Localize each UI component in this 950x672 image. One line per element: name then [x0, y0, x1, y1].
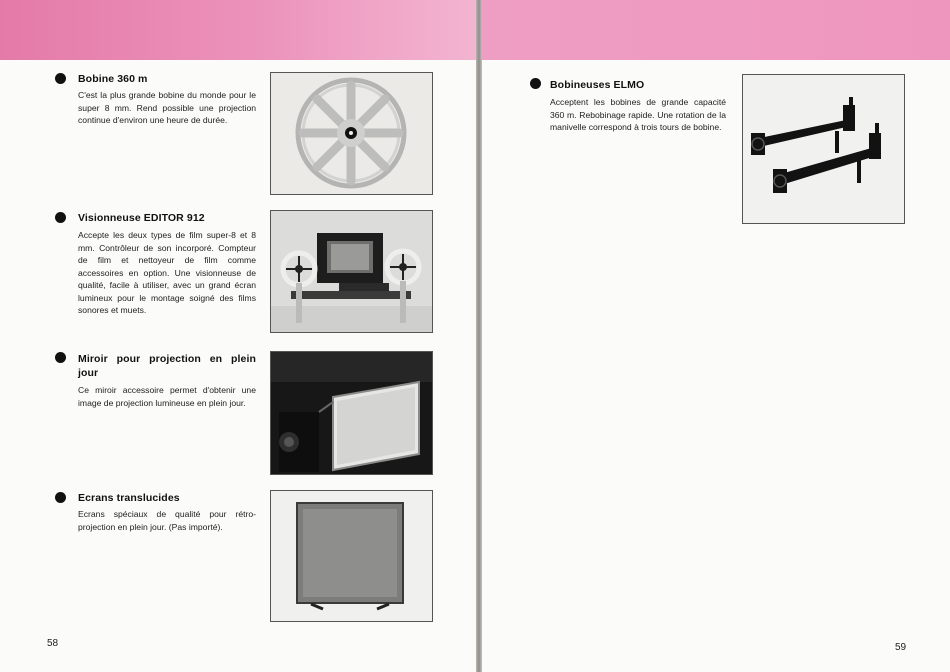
header-band — [0, 0, 476, 60]
bullet-icon — [530, 78, 541, 89]
entry-text: C'est la plus grande bobine du monde pour le super 8 mm. Rend possible une projection continue d'environ une heure de durée. — [78, 90, 256, 125]
page-number: 59 — [895, 642, 907, 653]
page-number: 58 — [47, 638, 59, 649]
viewer-illustration — [271, 211, 432, 332]
bullet-icon — [55, 73, 66, 84]
entry-title: Ecrans translucides — [78, 492, 180, 504]
screen-photo — [270, 490, 433, 622]
entry-text: Accepte les deux types de film super-8 et 8 mm. Contrôleur de son incorporé. Compteur de film et nettoyeur de film comme accessoires en option. Une visionneuse de qualité, facile à utiliser, avec un grand écran lumineux pour le montage soigné des films sonores et muets. — [78, 230, 256, 315]
entry-text: Ecrans spéciaux de qualité pour rétro-projection en plein jour. (Pas importé). — [78, 509, 256, 532]
bullet-icon — [55, 352, 66, 363]
entry-title: Visionneuse EDITOR 912 — [78, 212, 205, 224]
entry-title: Miroir pour projection en plein jour — [78, 353, 256, 379]
entry-text: Acceptent les bobines de grande capacité 360 m. Rebobinage rapide. Une rotation de la manivelle correspond à trois tours de bobine. — [550, 97, 726, 132]
viewer-photo — [270, 210, 433, 333]
mirror-photo — [270, 351, 433, 475]
reel-illustration — [271, 73, 432, 194]
mirror-illustration — [271, 352, 432, 474]
entry-title: Bobineuses ELMO — [550, 79, 645, 91]
rewinder-illustration — [743, 75, 904, 223]
reel-photo — [270, 72, 433, 195]
right-page — [482, 0, 950, 672]
bullet-icon — [55, 212, 66, 223]
bullet-icon — [55, 492, 66, 503]
entry-text: Ce miroir accessoire permet d'obtenir une image de projection lumineuse en plein jour. — [78, 385, 256, 408]
entry-title: Bobine 360 m — [78, 73, 148, 85]
screen-illustration — [271, 491, 432, 621]
rewinder-photo — [742, 74, 905, 224]
header-band — [482, 0, 950, 60]
